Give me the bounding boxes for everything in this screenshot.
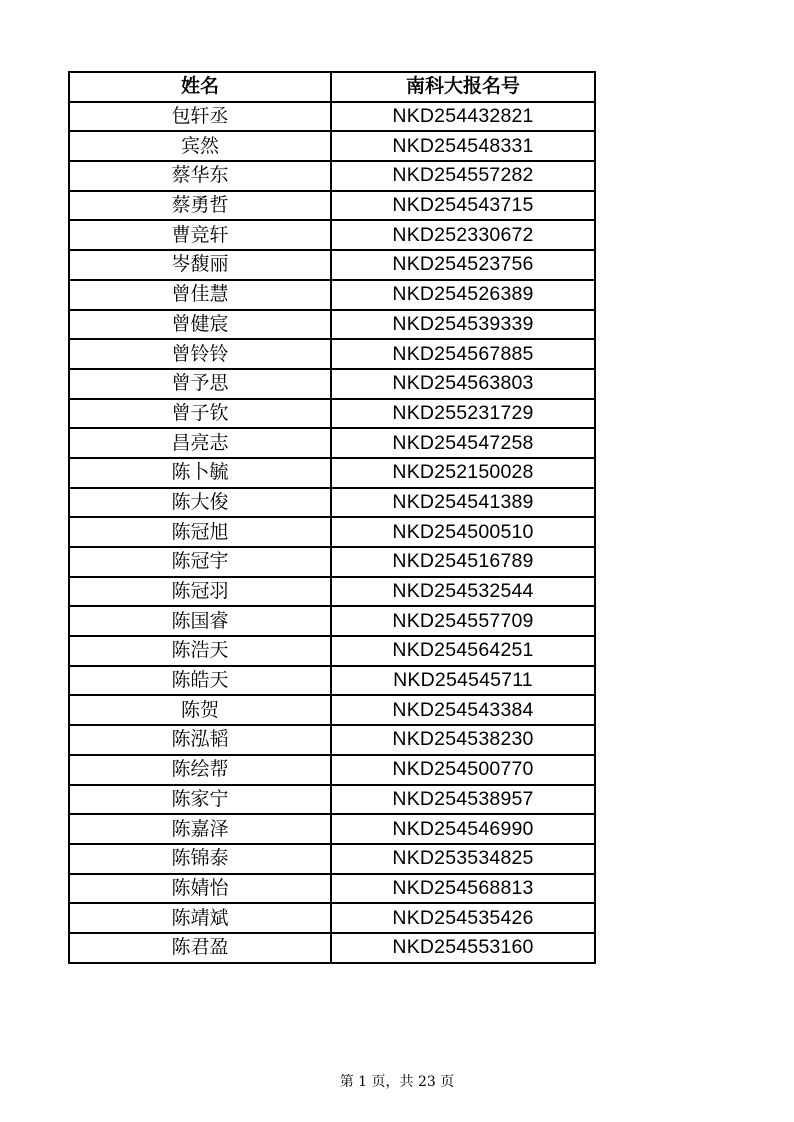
cell-name: 陈冠宇 [69,547,331,577]
cell-registration-number: NKD254535426 [331,903,595,933]
cell-name: 蔡勇哲 [69,191,331,221]
cell-registration-number: NKD254500770 [331,755,595,785]
cell-name: 陈浩天 [69,636,331,666]
table-row [69,191,595,221]
table-row [69,339,595,369]
cell-name: 宾然 [69,131,331,161]
cell-registration-number: NKD255231729 [331,399,595,429]
cell-registration-number: NKD253534825 [331,844,595,874]
cell-name: 包轩丞 [69,102,331,132]
table-row [69,310,595,340]
cell-registration-number: NKD254532544 [331,577,595,607]
cell-registration-number: NKD254553160 [331,933,595,963]
cell-name: 陈贺 [69,695,331,725]
table-row [69,280,595,310]
table-row [69,458,595,488]
cell-name: 陈大俊 [69,488,331,518]
table-row [69,161,595,191]
table-row [69,903,595,933]
table-header-row [69,72,595,102]
cell-name: 陈绘帮 [69,755,331,785]
cell-registration-number: NKD252330672 [331,220,595,250]
cell-registration-number: NKD254538957 [331,785,595,815]
table-row [69,220,595,250]
table-row [69,577,595,607]
cell-name: 陈靖斌 [69,903,331,933]
table-row [69,695,595,725]
cell-registration-number: NKD252150028 [331,458,595,488]
cell-registration-number: NKD254567885 [331,339,595,369]
cell-registration-number: NKD254523756 [331,250,595,280]
cell-name: 陈婧怡 [69,874,331,904]
table-row [69,369,595,399]
cell-registration-number: NKD254538230 [331,725,595,755]
table-row [69,131,595,161]
cell-name: 陈卜毓 [69,458,331,488]
cell-registration-number: NKD254568813 [331,874,595,904]
table-row [69,933,595,963]
cell-name: 岑馥丽 [69,250,331,280]
table-row [69,666,595,696]
cell-registration-number: NKD254541389 [331,488,595,518]
table-row [69,725,595,755]
table-row [69,636,595,666]
cell-registration-number: NKD254546990 [331,814,595,844]
cell-name: 陈冠旭 [69,517,331,547]
table-row [69,814,595,844]
cell-name: 蔡华东 [69,161,331,191]
cell-registration-number: NKD254547258 [331,428,595,458]
cell-registration-number: NKD254526389 [331,280,595,310]
cell-name: 陈君盈 [69,933,331,963]
cell-name: 陈冠羽 [69,577,331,607]
cell-registration-number: NKD254548331 [331,131,595,161]
table-row [69,785,595,815]
table-row [69,250,595,280]
cell-registration-number: NKD254543715 [331,191,595,221]
cell-name: 陈泓韬 [69,725,331,755]
cell-name: 陈国睿 [69,606,331,636]
cell-registration-number: NKD254545711 [331,666,595,696]
cell-registration-number: NKD254564251 [331,636,595,666]
cell-registration-number: NKD254539339 [331,310,595,340]
cell-name: 昌亮志 [69,428,331,458]
cell-name: 曾健宸 [69,310,331,340]
table-body [69,102,595,963]
table-row [69,874,595,904]
table-row [69,488,595,518]
header-registration-number: 南科大报名号 [331,72,595,102]
cell-registration-number: NKD254432821 [331,102,595,132]
table-row [69,755,595,785]
table-row [69,517,595,547]
cell-registration-number: NKD254516789 [331,547,595,577]
cell-name: 曹竞轩 [69,220,331,250]
cell-name: 曾予思 [69,369,331,399]
cell-name: 陈家宁 [69,785,331,815]
cell-name: 曾佳慧 [69,280,331,310]
table-row [69,102,595,132]
table-row [69,547,595,577]
cell-registration-number: NKD254543384 [331,695,595,725]
cell-registration-number: NKD254557282 [331,161,595,191]
cell-name: 曾子钦 [69,399,331,429]
cell-name: 陈锦泰 [69,844,331,874]
page-footer: 第 1 页，共 23 页 [339,1074,455,1090]
cell-registration-number: NKD254500510 [331,517,595,547]
cell-registration-number: NKD254563803 [331,369,595,399]
admission-list-table [68,71,596,964]
header-name: 姓名 [69,72,331,102]
cell-name: 曾铃铃 [69,339,331,369]
cell-name: 陈嘉泽 [69,814,331,844]
cell-registration-number: NKD254557709 [331,606,595,636]
table-row [69,399,595,429]
table-row [69,844,595,874]
cell-name: 陈皓天 [69,666,331,696]
table-row [69,606,595,636]
table-row [69,428,595,458]
